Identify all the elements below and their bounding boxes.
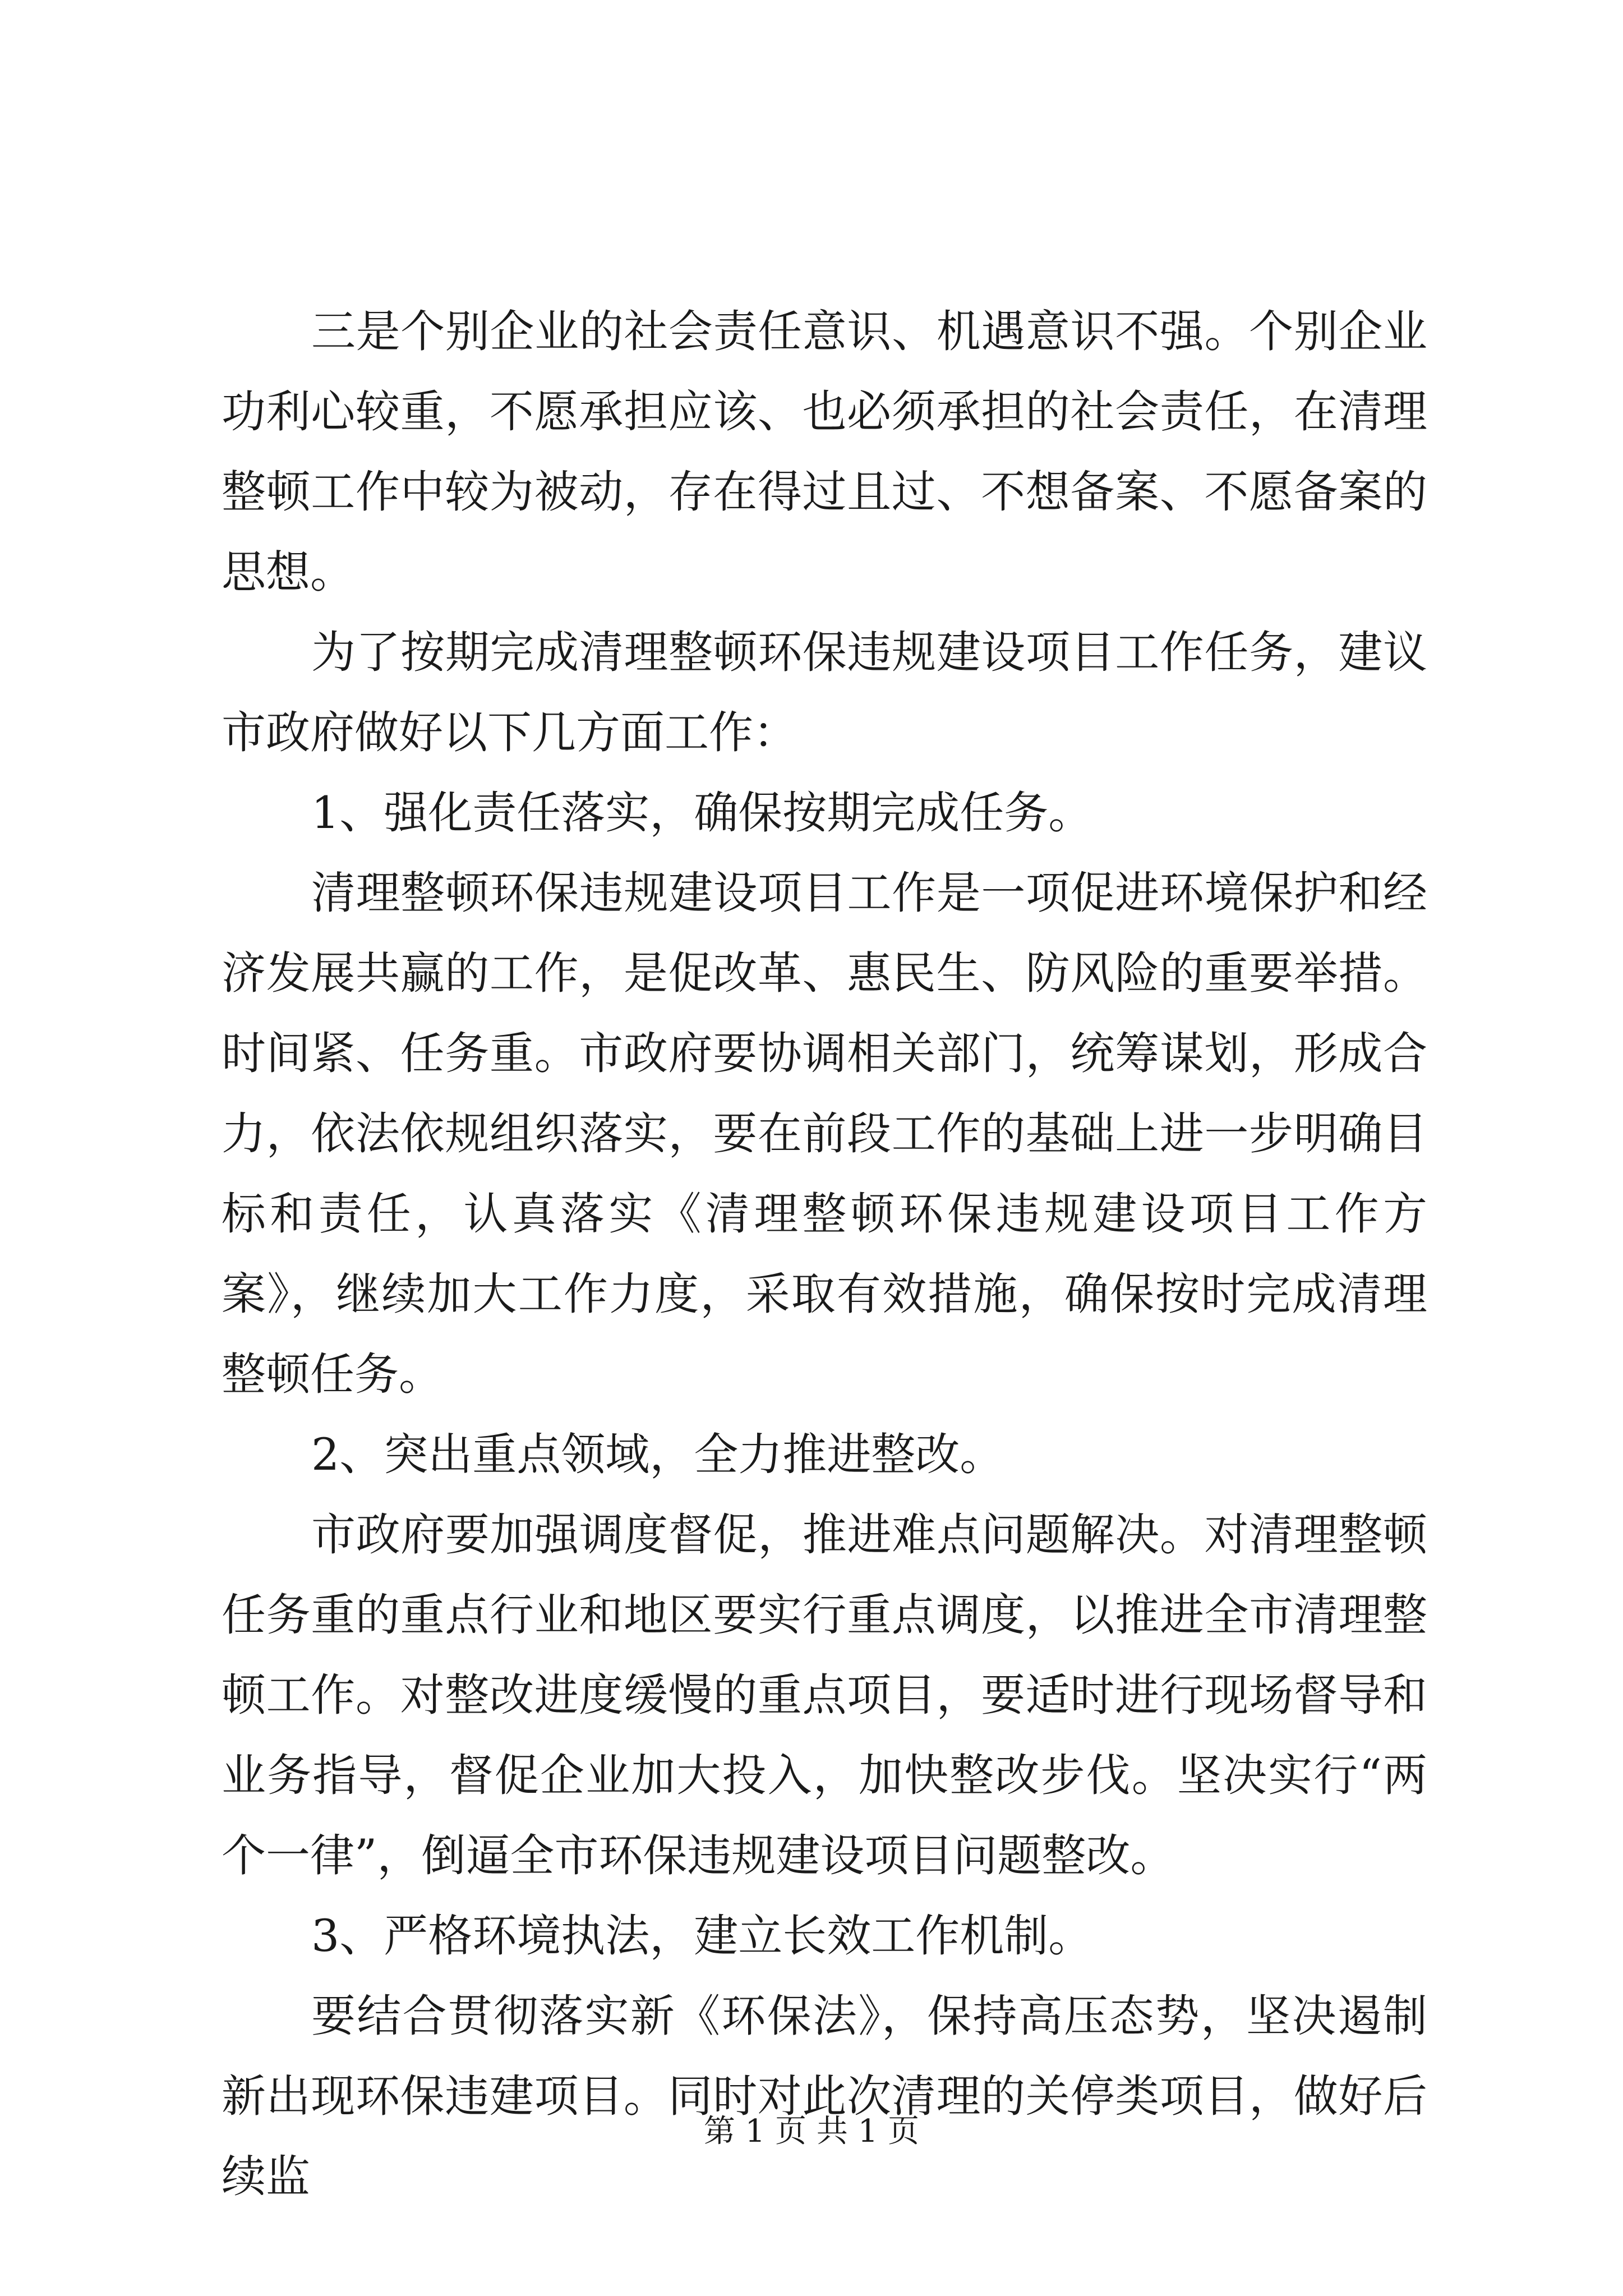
section-heading: 1、强化责任落实，确保按期完成任务。 <box>311 787 1093 839</box>
section-heading: 2、突出重点领域，全力推进整改。 <box>311 1429 1004 1480</box>
section-heading: 3、严格环境执法，建立长效工作机制。 <box>311 1910 1093 1962</box>
paragraph: 要结合贯彻落实新《环保法》，保持高压态势，坚决遏制新出现环保违建项目。同时对此次清理的关停类项目，做好后续监 <box>222 1990 1427 2202</box>
paragraph: 三是个别企业的社会责任意识、机遇意识不强。个别企业功利心较重，不愿承担应该、也必须承担的社会责任，在清理整顿工作中较为被动，存在得过且过、不想备案、不愿备案的思想。 <box>222 306 1427 598</box>
paragraph: 为了按期完成清理整顿环保违规建设项目工作任务，建议市政府做好以下几方面工作： <box>222 627 1427 758</box>
page-footer: 第 1 页 共 1 页 <box>703 2113 920 2150</box>
paragraph: 清理整顿环保违规建设项目工作是一项促进环境保护和经济发展共赢的工作，是促改革、惠民生、防风险的重要举措。时间紧、任务重。市政府要协调相关部门，统筹谋划，形成合力，依法依规组织落实，要在前段工作的基础上进一步明确目标和责任，认真落实《清理整顿环保违规建设项目工作方案》，继续加大工作力度，采取有效措施，确保按时完成清理整顿任务。 <box>222 867 1427 1400</box>
document-body <box>222 292 1427 2217</box>
paragraph: 市政府要加强调度督促，推进难点问题解决。对清理整顿任务重的重点行业和地区要实行重点调度，以推进全市清理整顿工作。对整改进度缓慢的重点项目，要适时进行现场督导和业务指导，督促企业加大投入，加快整改步伐。坚决实行“两个一律”，倒逼全市环保违规建设项目问题整改。 <box>222 1509 1427 1881</box>
